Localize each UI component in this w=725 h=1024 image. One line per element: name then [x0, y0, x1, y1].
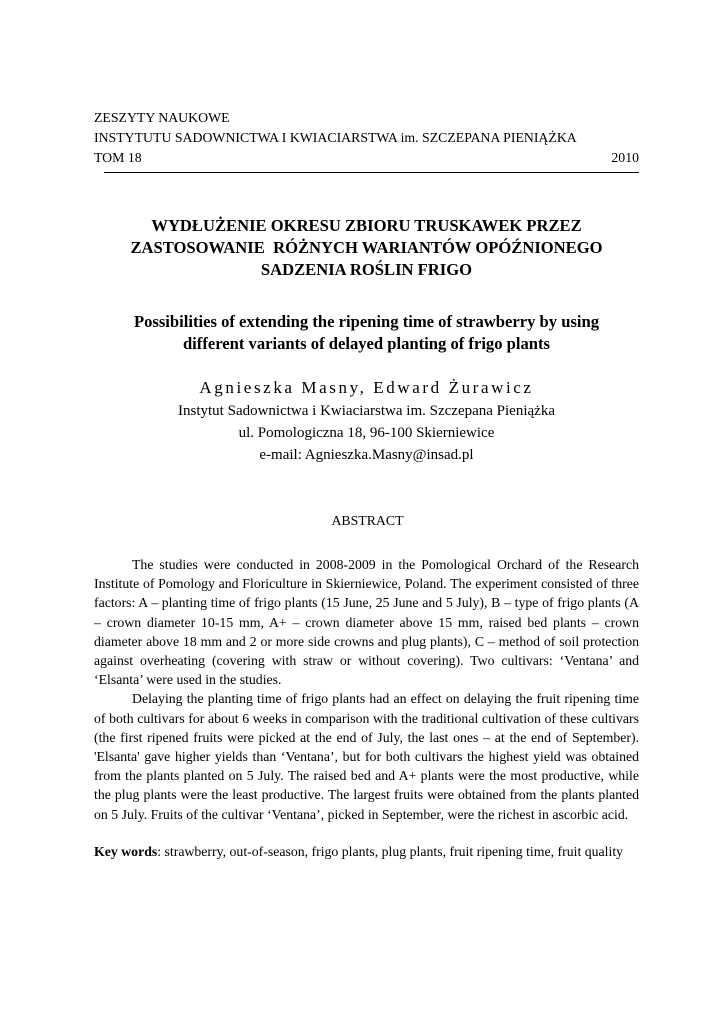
- abstract-paragraph-2: Delaying the planting time of frigo plants had an effect on delaying the fruit ripening time of both cultivars for about 6 weeks in comparison with the traditional cultivation of these cultivars (the first ripened fruits were picked at the end of July, the last ones – at the end of September). 'Elsanta' gave higher yields than ‘Ventana’, but for both cultivars the highest yield was obtained from the plants planted on 5 July. The raised bed and A+ plants were the most productive, while the plug plants were the least productive. The largest fruits were obtained from the plants planted on 5 July. Fruits of the cultivar ‘Ventana’, picked in September, were the richest in ascorbic acid.: [94, 691, 639, 822]
- english-title-line2: different variants of delayed planting of frigo plants: [182, 334, 551, 353]
- volume-row: [94, 148, 639, 168]
- author-names: Agnieszka Masny, Edward Żurawicz: [199, 378, 534, 397]
- contact-email: e-mail: Agnieszka.Masny@insad.pl: [259, 447, 474, 463]
- institute-address: ul. Pomologiczna 18, 96-100 Skierniewice: [238, 425, 495, 441]
- volume-number: TOM 18: [94, 150, 142, 165]
- polish-title-line2: ZASTOSOWANIE RÓŻNYCH WARIANTÓW OPÓŹNIONEGO: [130, 238, 603, 257]
- journal-name-line2: INSTYTUTU SADOWNICTWA I KWIACIARSTWA im. SZCZEPANA PIENIĄŻKA: [94, 130, 577, 145]
- journal-header: [94, 108, 639, 168]
- english-title: [94, 311, 639, 355]
- keywords-text: strawberry, out-of-season, frigo plants, plug plants, fruit ripening time, fruit quality: [161, 843, 624, 859]
- publication-year: 2010: [611, 150, 639, 165]
- polish-title-line1: WYDŁUŻENIE OKRESU ZBIORU TRUSKAWEK PRZEZ: [151, 216, 582, 235]
- keywords-label: Key words: [94, 843, 158, 859]
- author-affiliation: [94, 400, 639, 466]
- institute-name: Instytut Sadownictwa i Kwiaciarstwa im. Szczepana Pieniążka: [178, 403, 555, 419]
- abstract-heading: ABSTRACT: [331, 513, 404, 528]
- journal-name-line1: ZESZYTY NAUKOWE: [94, 110, 230, 125]
- keywords-separator: :: [157, 843, 162, 859]
- abstract-paragraph-1: The studies were conducted in 2008-2009 in the Pomological Orchard of the Research Institute of Pomology and Floriculture in Skierniewice, Poland. The experiment consisted of three factors: A – planting time of frigo plants (15 June, 25 June and 5 July), B – type of frigo plants (A – crown diameter 10-15 mm, A+ – crown diameter above 15 mm, raised bed plants – crown diameter above 18 mm and 2 or more side crowns and plug plants), C – method of soil protection against overheating (covering with straw or without covering). Two cultivars: ‘Ventana’ and ‘Elsanta’ were used in the studies.: [94, 557, 639, 688]
- polish-title: [92, 215, 641, 281]
- polish-title-line3: SADZENIA ROŚLIN FRIGO: [260, 260, 473, 279]
- keywords: [94, 842, 639, 862]
- english-title-line1: Possibilities of extending the ripening time of strawberry by using: [133, 312, 600, 331]
- header-divider: [104, 172, 639, 173]
